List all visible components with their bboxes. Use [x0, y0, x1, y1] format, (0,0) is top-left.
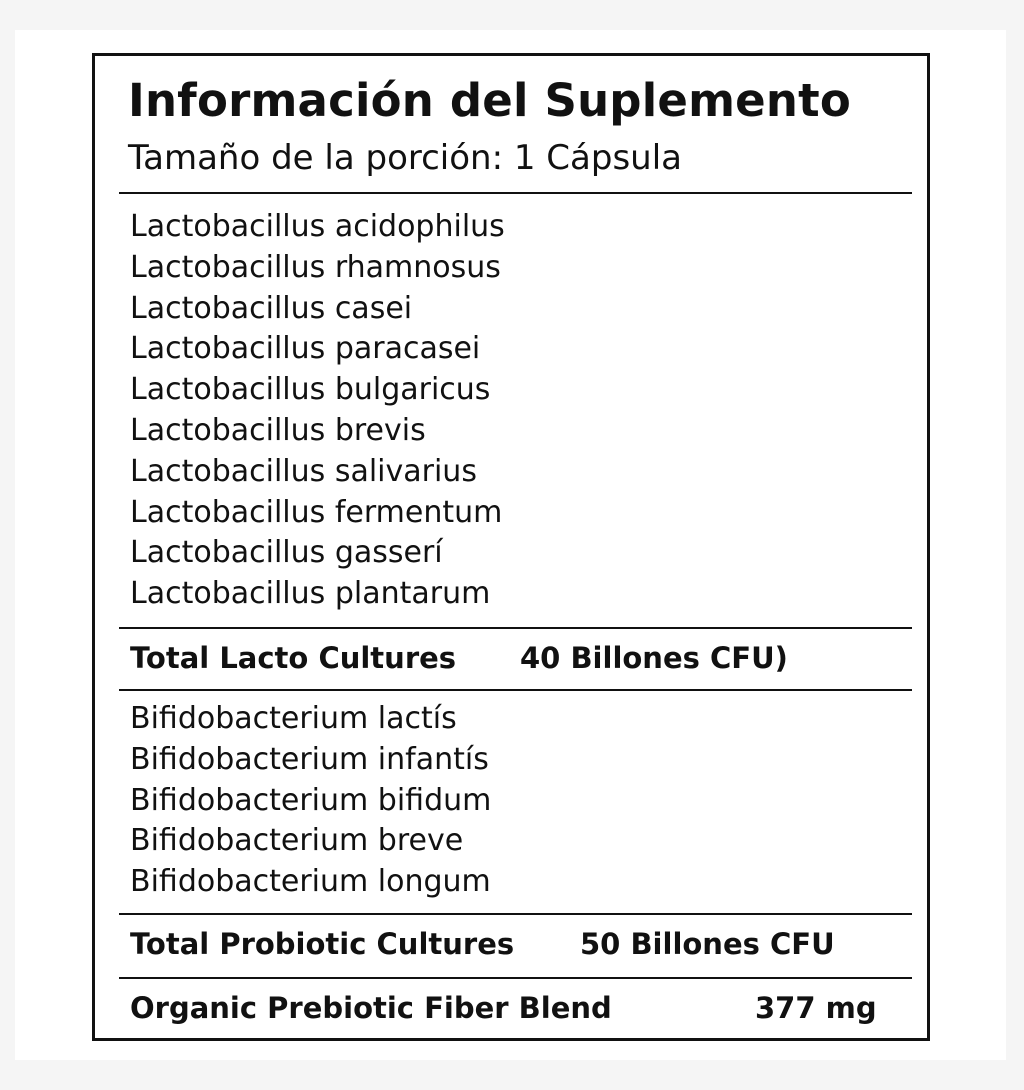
- divider-header: [119, 192, 912, 194]
- list-item: Bifidobacterium bifidum: [130, 782, 492, 818]
- total-lacto-amount: 40 Billones CFU): [520, 641, 788, 675]
- divider-lacto: [119, 627, 912, 629]
- panel-title: Información del Suplemento: [128, 74, 851, 127]
- list-item: Lactobacillus plantarum: [130, 576, 491, 612]
- list-item: Lactobacillus brevis: [130, 412, 426, 448]
- list-item: Bifidobacterium infantís: [130, 741, 489, 777]
- list-item: Bifidobacterium longum: [130, 864, 491, 900]
- supplement-facts-panel: [92, 53, 930, 1041]
- divider-total-lacto: [119, 689, 912, 691]
- divider-total-probiotic: [119, 977, 912, 979]
- total-probiotic-label: Total Probiotic Cultures: [130, 927, 515, 961]
- list-item: Lactobacillus rhamnosus: [130, 249, 501, 285]
- list-item: Lactobacillus gasserí: [130, 535, 443, 571]
- list-item: Lactobacillus acidophilus: [130, 209, 505, 244]
- list-item: Lactobacillus casei: [130, 290, 413, 326]
- divider-bifido: [119, 913, 912, 915]
- list-item: Lactobacillus fermentum: [130, 494, 503, 530]
- list-item: Bifidobacterium lactís: [130, 701, 457, 736]
- total-probiotic-amount: 50 Billones CFU: [580, 927, 835, 961]
- list-item: Lactobacillus bulgaricus: [130, 372, 491, 408]
- total-lacto-label: Total Lacto Cultures: [130, 641, 457, 675]
- bifidobacterium-list: [130, 699, 491, 903]
- lactobacillus-list: [130, 207, 505, 615]
- list-item: Bifidobacterium breve: [130, 823, 464, 859]
- serving-size: Tamaño de la porción: 1 Cápsula: [128, 138, 682, 178]
- list-item: Lactobacillus salivarius: [130, 453, 477, 489]
- fiber-blend-amount: 377 mg: [755, 991, 877, 1025]
- list-item: Lactobacillus paracasei: [130, 331, 481, 367]
- fiber-blend-label: Organic Prebiotic Fiber Blend: [130, 991, 612, 1025]
